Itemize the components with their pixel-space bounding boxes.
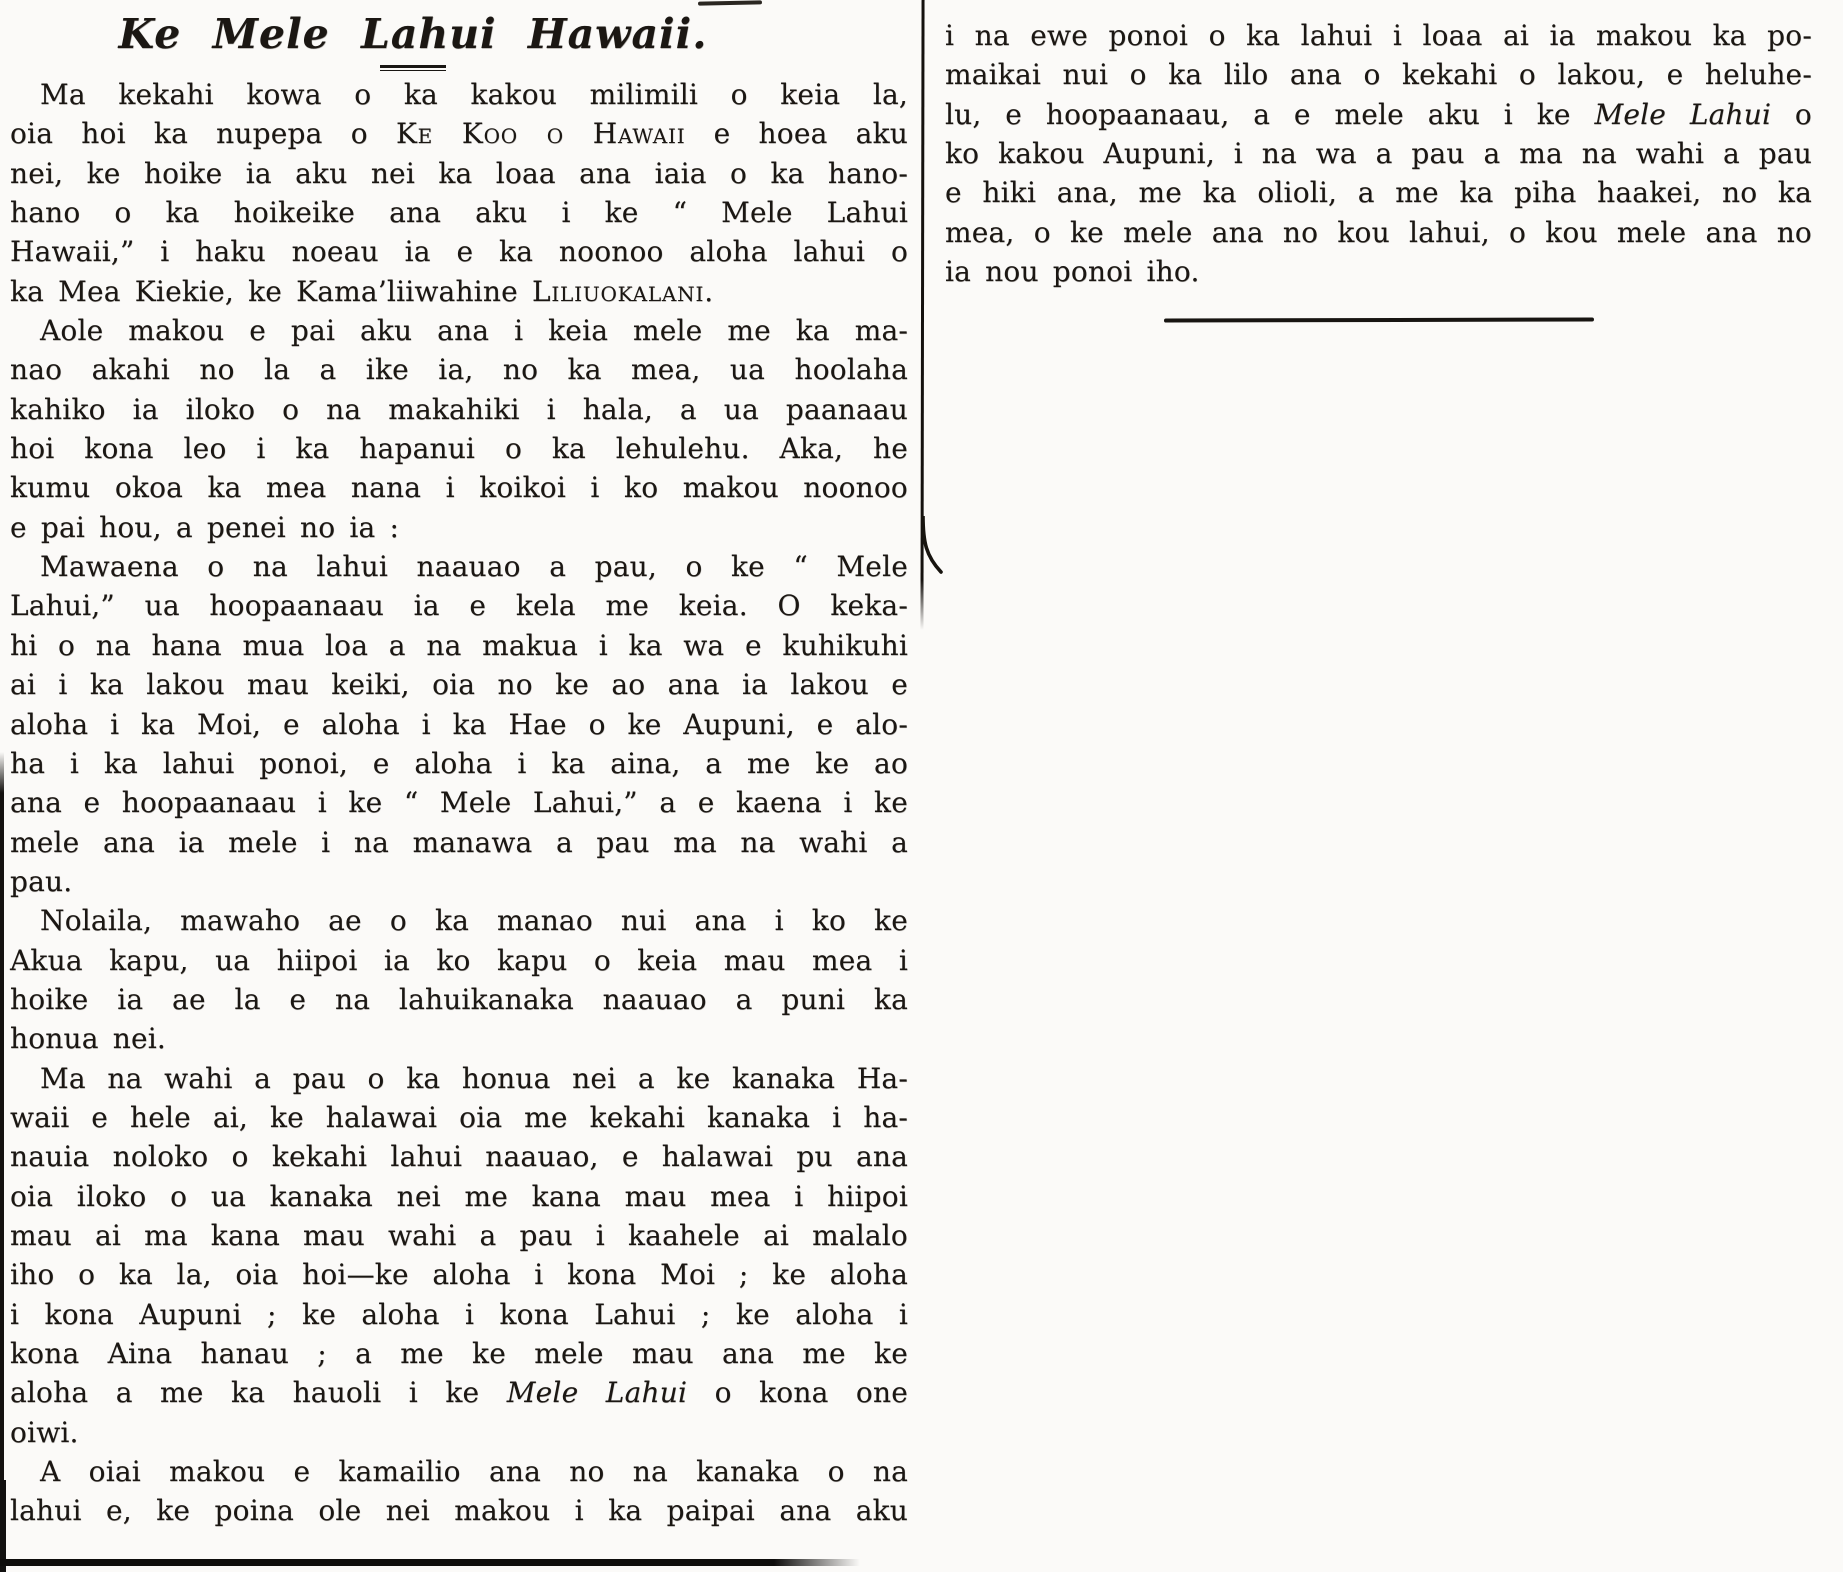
- text-line: kahiko ia iloko o na makahiki i hala, a ua paanaau: [10, 392, 908, 426]
- text-line: [10, 272, 908, 311]
- text-line: ana e hoopaanaau i ke “ Mele Lahui,” a e kaena i ke: [10, 786, 908, 820]
- text-line: iho o ka la, oia hoi—ke aloha i kona Moi ; ke aloha: [10, 1258, 908, 1292]
- text-line: aloha i ka Moi, e aloha i ka Hae o ke Aupuni, e alo-: [10, 707, 908, 741]
- royal-name: Liliuokalani: [531, 274, 705, 308]
- text-segment: o kona one: [687, 1376, 908, 1410]
- text-segment: oia hoi ka nupepa o: [10, 117, 396, 151]
- text-line: Akua kapu, ua hiipoi ia ko kapu o keia mau mea i: [10, 943, 908, 977]
- right-column-text: [945, 16, 1812, 291]
- left-column-text: [10, 75, 908, 1531]
- text-segment: .: [704, 274, 714, 308]
- text-line: Nolaila, mawaho ae o ka manao nui ana i ko ke: [40, 904, 908, 938]
- text-line: ko kakou Aupuni, i na wa a pau a ma na wahi a pau: [945, 137, 1812, 171]
- text-line: ai i ka lakou mau keiki, oia no ke ao ana ia lakou e: [10, 668, 908, 702]
- page-edge-left: [0, 752, 4, 1572]
- text-line: i kona Aupuni ; ke aloha i kona Lahui ; ke aloha i: [10, 1297, 908, 1331]
- article-end-rule: [1163, 318, 1593, 323]
- text-segment: o: [1771, 97, 1812, 131]
- text-line: Ma na wahi a pau o ka honua nei a ke kanaka Ha-: [40, 1061, 908, 1095]
- text-line: oia iloko o ua kanaka nei me kana mau mea i hiipoi: [10, 1179, 908, 1213]
- text-segment: ka Mea Kiekie, ke Kama’liiwahine: [10, 274, 532, 308]
- text-line: nauia noloko o kekahi lahui naauao, e halawai pu ana: [10, 1140, 908, 1174]
- text-segment: aloha a me ka hauoli i ke: [10, 1376, 507, 1410]
- text-line: waii e hele ai, ke halawai oia me kekahi kanaka i ha-: [10, 1100, 908, 1134]
- text-line: Mawaena o na lahui naauao a pau, o ke “ Mele: [40, 550, 908, 584]
- text-line: hoike ia ae la e na lahuikanaka naauao a puni ka: [10, 982, 908, 1016]
- text-line: Ma kekahi kowa o ka kakou milimili o keia la,: [40, 78, 908, 111]
- text-line: [10, 1373, 908, 1412]
- text-line: ha i ka lahui ponoi, e aloha i ka aina, a me ke ao: [10, 746, 908, 780]
- text-line: [10, 114, 908, 153]
- text-line: hi o na hana mua loa a na makua i ka wa e kuhikuhi: [10, 628, 908, 662]
- right-column: [945, 14, 1812, 322]
- text-line: [945, 95, 1812, 134]
- newspaper-name: Ke Koo o Hawaii: [395, 117, 686, 151]
- text-segment: e hoea aku: [685, 117, 908, 151]
- text-line: Hawaii,” i haku noeau ia e ka noonoo aloha lahui o: [10, 235, 908, 269]
- left-column: [10, 0, 908, 1531]
- text-line: mele ana ia mele i na manawa a pau ma na wahi a: [10, 825, 908, 859]
- title-divider-rule: [380, 65, 446, 71]
- text-line: Lahui,” ua hoopaanaau ia e kela me keia. O keka-: [10, 589, 908, 623]
- text-line: mau ai ma kana mau wahi a pau i kaahele ai malalo: [10, 1218, 908, 1252]
- text-line: i na ewe ponoi o ka lahui i loaa ai ia makou ka po-: [945, 19, 1812, 52]
- text-line: hano o ka hoikeike ana aku i ke “ Mele Lahui: [10, 196, 908, 230]
- text-line: Aole makou e pai aku ana i keia mele me ka ma-: [40, 314, 908, 348]
- ink-squiggle-artifact: [919, 516, 949, 588]
- page-edge-bottom: [0, 1559, 860, 1566]
- text-line: nao akahi no la a ike ia, no ka mea, ua hoolaha: [10, 353, 908, 387]
- text-line: lahui e, ke poina ole nei makou i ka paipai ana aku: [10, 1494, 908, 1528]
- article-title: Ke Mele Lahui Hawaii.: [118, 10, 708, 58]
- text-line: hoi kona leo i ka hapanui o ka lehulehu. Aka, he: [10, 432, 908, 466]
- text-line: mea, o ke mele ana no kou lahui, o kou mele ana no: [945, 215, 1812, 249]
- text-line: honua nei.: [10, 1022, 167, 1056]
- text-line: maikai nui o ka lilo ana o kekahi o lakou, e heluhe-: [945, 58, 1812, 92]
- text-line: oiwi.: [10, 1415, 79, 1449]
- text-line: A oiai makou e kamailio ana no na kanaka o na: [40, 1455, 908, 1489]
- text-line: e pai hou, a penei no ia :: [10, 510, 400, 544]
- anthem-title-italic: Mele Lahui: [1594, 97, 1772, 131]
- text-line: kumu okoa ka mea nana i koikoi i ko makou noonoo: [10, 471, 908, 505]
- text-segment: lu, e hoopaanaau, a e mele aku i ke: [945, 97, 1595, 131]
- anthem-title-italic: Mele Lahui: [506, 1376, 688, 1410]
- text-line: ia nou ponoi iho.: [945, 255, 1200, 289]
- text-line: e hiki ana, me ka olioli, a me ka piha haakei, no ka: [945, 176, 1812, 210]
- text-line: pau.: [10, 864, 73, 898]
- text-line: kona Aina hanau ; a me ke mele mau ana me ke: [10, 1337, 908, 1370]
- text-line: nei, ke hoike ia aku nei ka loaa ana iaia o ka hano-: [10, 156, 908, 190]
